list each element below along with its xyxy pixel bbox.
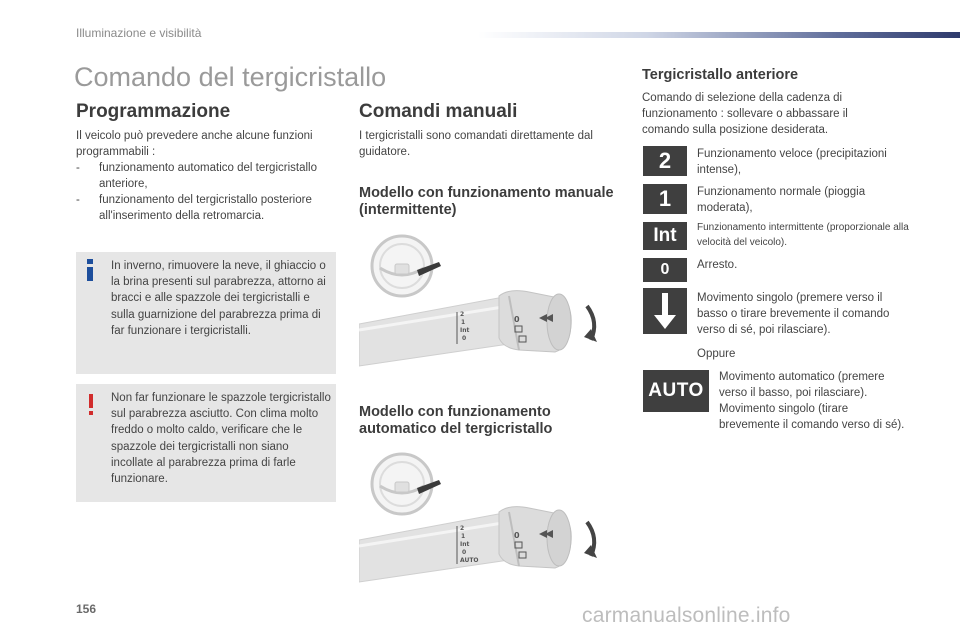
comandi-manuali-text: I tergicristalli sono comandati direttamente dal guidatore. — [359, 130, 593, 158]
list-dash: - — [76, 194, 80, 206]
speed-1-text: Funzionamento normale (pioggia moderata), — [697, 186, 866, 214]
wiper-lever-auto-illustration — [359, 446, 605, 586]
tergicristallo-anteriore-intro: Comando di selezione della cadenza di funzionamento : sollevare o abbassare il comando sulla posizione desiderata. — [642, 92, 848, 136]
steering-wheel-icon — [372, 236, 432, 296]
lever-label: 0 — [514, 315, 520, 324]
header-gradient-bar — [478, 32, 960, 38]
single-move-text: Movimento singolo (premere verso il basso o tirare brevemente il comando verso di sé, poi rilasciare). — [697, 292, 890, 336]
list-item — [76, 160, 341, 192]
intermittent-key: Int — [643, 222, 687, 250]
list-item — [76, 192, 341, 224]
lever-label: 0 — [514, 531, 520, 540]
steering-wheel-icon — [372, 454, 432, 514]
stop-0-text: Arresto. — [697, 259, 738, 271]
speed-1-key: 1 — [643, 184, 687, 214]
auto-key: AUTO — [643, 370, 709, 412]
model-manual-heading: Modello con funzionamento manuale (intermittente) — [359, 185, 614, 218]
lever-label: 0 — [462, 549, 467, 556]
lever-label: 2 — [460, 311, 465, 318]
page-title: Comando del tergicristallo — [74, 62, 387, 92]
speed-2-text: Funzionamento veloce (precipitazioni intense), — [697, 148, 887, 176]
wiper-lever-icon — [359, 291, 571, 366]
lever-label: Int — [460, 541, 470, 548]
warning-note-text: Non far funzionare le spazzole tergicristallo sul parabrezza asciutto. Con clima molto freddo o molto caldo, verificare che le spazzole dei tergicristalli non siano incollate al parabrezza prima di farle funzionare. — [111, 392, 331, 486]
info-icon — [87, 259, 93, 281]
page-number: 156 — [76, 602, 97, 616]
list-dash: - — [76, 162, 80, 174]
programmazione-intro: Il veicolo può prevedere anche alcune funzioni programmabili : — [76, 130, 313, 158]
watermark: carmanualsonline.info — [582, 604, 791, 627]
stop-0-key: 0 — [643, 258, 687, 282]
down-arrow-icon — [643, 288, 687, 334]
list-item-text: funzionamento automatico del tergicristallo anteriore, — [99, 162, 317, 190]
lever-label: Int — [460, 327, 470, 334]
model-auto-heading: Modello con funzionamento automatico del tergicristallo — [359, 404, 553, 437]
section-header: Illuminazione e visibilità — [76, 26, 202, 40]
tergicristallo-anteriore-heading: Tergicristallo anteriore — [642, 67, 799, 83]
list-item-text: funzionamento del tergicristallo posteriore all'inserimento della retromarcia. — [99, 194, 312, 222]
speed-2-key: 2 — [643, 146, 687, 176]
wiper-lever-manual-illustration — [359, 226, 605, 374]
comandi-manuali-heading: Comandi manuali — [359, 101, 518, 122]
warning-icon — [88, 394, 94, 415]
info-note-text: In inverno, rimuovere la neve, il ghiaccio o la brina presenti sul parabrezza, attorno ai bracci e alle spazzole dei tergicristalli e sulla guarnizione del parabrezza prima di far funzionare i tergicristalli. — [111, 260, 326, 337]
lever-label: 0 — [462, 335, 467, 342]
lever-label: 1 — [461, 533, 466, 540]
auto-text: Movimento automatico (premere verso il basso, poi rilasciare). Movimento singolo (tirare brevemente il comando verso di sé). — [719, 371, 905, 431]
oppure-text: Oppure — [697, 348, 736, 360]
intermittent-text: Funzionamento intermittente (proporzionale alla velocità del veicolo). — [697, 222, 909, 248]
lever-label: 2 — [460, 525, 465, 532]
lever-label: 1 — [461, 319, 466, 326]
wiper-lever-icon — [359, 507, 571, 582]
programmazione-heading: Programmazione — [76, 101, 231, 122]
lever-label: AUTO — [460, 557, 479, 564]
